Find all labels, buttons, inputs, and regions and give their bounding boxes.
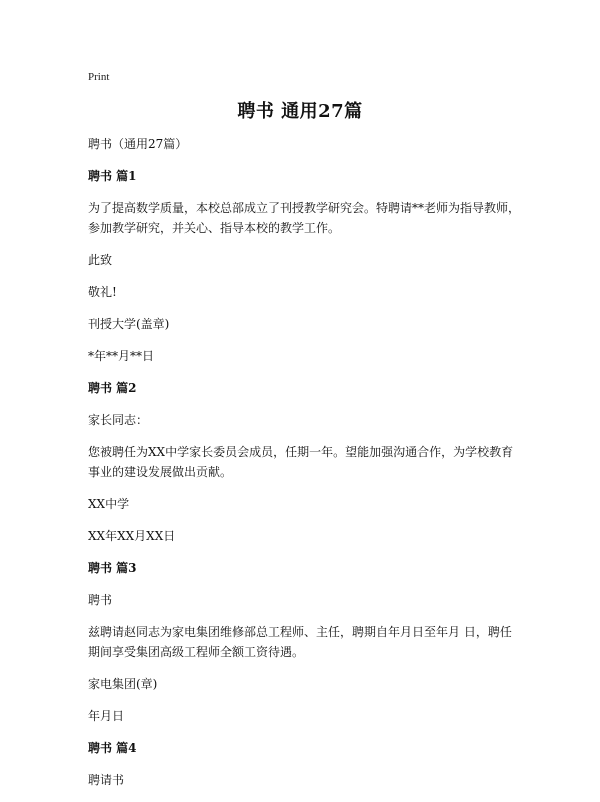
paragraph: XX年XX月XX日 — [88, 529, 176, 543]
paragraph: 您被聘任为XX中学家长委员会成员，任期一年。望能加强沟通合作，为学校教育事业的建设发展做出贡献。 — [88, 445, 514, 479]
paragraph: 年月日 — [88, 709, 125, 723]
section-heading: 聘书 篇1 — [88, 169, 137, 183]
paragraph: *年**月**日 — [88, 349, 155, 363]
page-title: 聘书 通用27篇 — [237, 101, 363, 122]
paragraph: 家长同志： — [88, 413, 149, 427]
paragraph: 刊授大学(盖章) — [88, 317, 170, 331]
document-body — [88, 134, 520, 802]
section-heading: 聘书 篇4 — [88, 741, 137, 755]
paragraph: 此致 — [88, 253, 113, 267]
section-heading: 聘书 篇2 — [88, 381, 137, 395]
paragraph: 兹聘请赵同志为家电集团维修部总工程师、主任，聘期自年月日至年月 日，聘任期间享受集团高级工程师全额工资待遇。 — [88, 625, 512, 659]
print-label: Print — [88, 71, 110, 83]
paragraph: 聘书 — [88, 593, 113, 607]
paragraph: 敬礼! — [88, 285, 117, 299]
paragraph: XX中学 — [88, 497, 130, 511]
paragraph: 为了提高数学质量，本校总部成立了刊授教学研究会。特聘请**老师为指导教师，参加教学研究，并关心、指导本校的教学工作。 — [88, 201, 521, 235]
paragraph: 聘请书 — [88, 773, 125, 787]
subtitle: 聘书（通用27篇） — [88, 137, 188, 151]
paragraph: 家电集团(章) — [88, 677, 158, 691]
section-heading: 聘书 篇3 — [88, 561, 137, 575]
